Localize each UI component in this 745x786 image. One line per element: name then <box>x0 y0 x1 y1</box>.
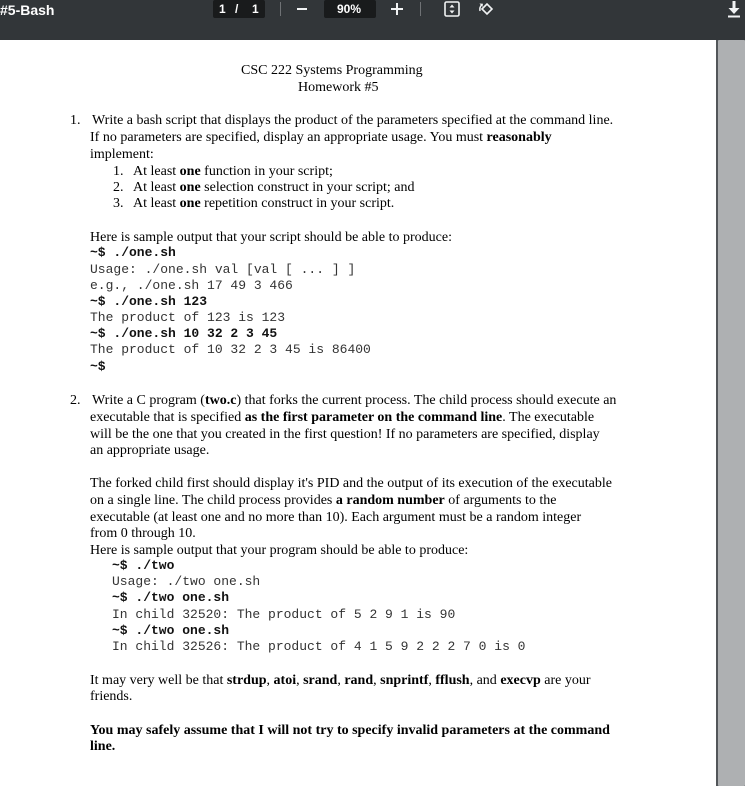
terminal-line: ~$ ./one.sh <box>90 245 176 260</box>
requirement-item: At least one selection construct in your script; and <box>133 180 415 195</box>
question-2-line: The forked child first should display it's PID and the output of its execution of the executable <box>90 476 612 491</box>
question-2-number: 2. <box>70 393 81 408</box>
question-2-line: will be the one that you created in the first question! If no parameters are specified, display <box>90 427 600 442</box>
requirement-number: 3. <box>113 196 124 211</box>
terminal-line: ~$ <box>90 359 106 374</box>
terminal-line: ~$ ./one.sh 123 <box>90 294 208 309</box>
terminal-line: ~$ ./one.sh 10 32 2 3 45 <box>90 326 278 341</box>
terminal-line: e.g., ./one.sh 17 49 3 466 <box>90 278 293 293</box>
total-pages: 1 <box>252 2 259 16</box>
question-1-number: 1. <box>70 113 81 128</box>
sample-output-intro: Here is sample output that your program should be able to produce: <box>90 543 469 558</box>
hint-line: It may very well be that strdup, atoi, srand, rand, snprintf, fflush, and execvp are your <box>90 673 591 688</box>
zoom-level[interactable]: 90% <box>337 2 362 16</box>
course-title: CSC 222 Systems Programming <box>241 63 423 78</box>
question-2-line: executable (at least one and no more than 10). Each argument must be a random integer <box>90 510 582 525</box>
requirement-item: At least one repetition construct in your script. <box>133 196 395 211</box>
rotate-icon <box>476 0 496 18</box>
question-1-line: Write a bash script that displays the product of the parameters specified at the command line. <box>92 113 614 128</box>
download-button[interactable] <box>725 0 743 18</box>
page-separator: / <box>235 2 239 16</box>
terminal-line: The product of 10 32 2 3 45 is 86400 <box>90 342 371 357</box>
terminal-line: Usage: ./one.sh val [val [ ... ] ] <box>90 262 356 277</box>
zoom-out-button[interactable] <box>293 0 311 18</box>
toolbar-divider <box>420 2 421 16</box>
hint-line: friends. <box>90 689 133 704</box>
scrollbar-thumb[interactable] <box>718 40 745 786</box>
toolbar-divider <box>280 2 281 16</box>
terminal-line: ~$ ./two one.sh <box>112 623 230 638</box>
assumption-note: You may safely assume that I will not try to specify invalid parameters at the command <box>90 723 610 738</box>
assumption-note: line. <box>90 739 116 754</box>
pdf-toolbar <box>0 0 745 40</box>
terminal-line: In child 32526: The product of 4 1 5 9 2 2 2 7 0 is 0 <box>112 639 526 654</box>
download-icon <box>725 0 743 18</box>
terminal-line: The product of 123 is 123 <box>90 310 286 325</box>
current-page-number[interactable]: 1 <box>219 2 226 16</box>
requirement-number: 2. <box>113 180 124 195</box>
question-1-line: If no parameters are specified, display an appropriate usage. You must reasonably <box>90 130 552 145</box>
terminal-line: ~$ ./two one.sh <box>112 590 230 605</box>
fit-to-page-button[interactable] <box>442 0 462 18</box>
terminal-line: In child 32520: The product of 5 2 9 1 is 90 <box>112 607 456 622</box>
zoom-in-button[interactable] <box>388 0 406 18</box>
question-2-line: Write a C program (two.c) that forks the current process. The child process should execute an <box>92 393 617 408</box>
question-1-line: implement: <box>90 147 154 162</box>
terminal-line: ~$ ./two <box>112 558 175 573</box>
question-2-line: executable that is specified as the first parameter on the command line. The executable <box>90 410 595 425</box>
document-title: #5-Bash <box>0 2 55 18</box>
sample-output-intro: Here is sample output that your script should be able to produce: <box>90 230 452 245</box>
pdf-page <box>0 40 716 786</box>
question-2-line: an appropriate usage. <box>90 443 210 458</box>
fit-to-page-icon <box>442 0 462 18</box>
terminal-line: Usage: ./two one.sh <box>112 574 261 589</box>
homework-title: Homework #5 <box>298 80 379 95</box>
rotate-button[interactable] <box>476 0 496 18</box>
question-2-line: on a single line. The child process provides a random number of arguments to the <box>90 493 557 508</box>
requirement-item: At least one function in your script; <box>133 164 333 179</box>
requirement-number: 1. <box>113 164 124 179</box>
question-2-line: from 0 through 10. <box>90 526 196 541</box>
